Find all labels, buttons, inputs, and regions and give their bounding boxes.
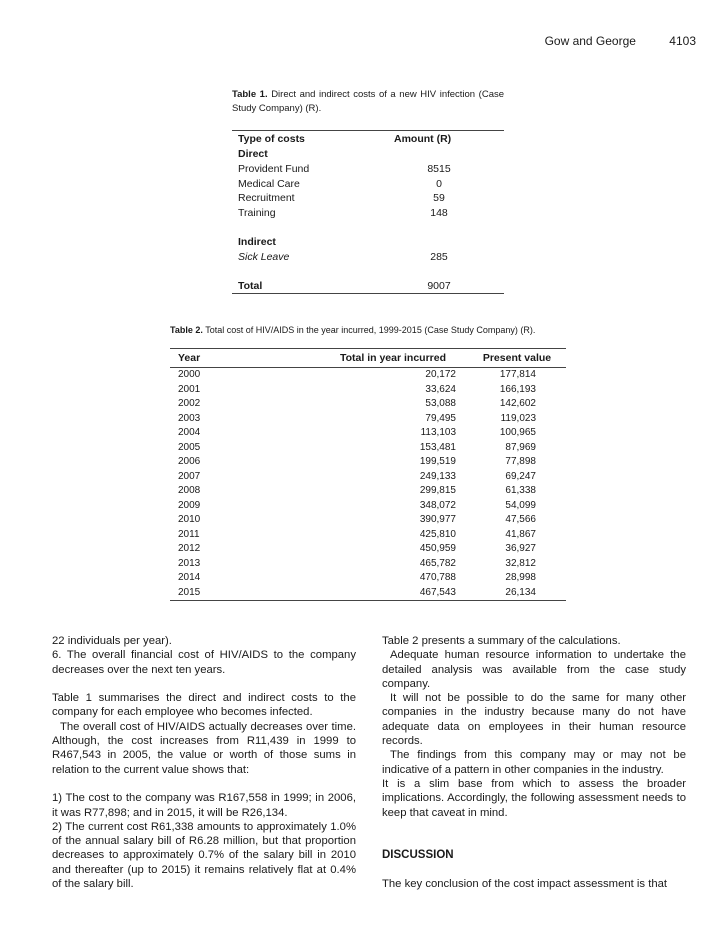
table-row [232, 162, 504, 177]
total-cell: 450,959 [419, 543, 456, 554]
total-cell: 390,977 [419, 514, 456, 525]
total-amount: 9007 [374, 279, 504, 294]
present-value-cell: 61,338 [505, 485, 536, 496]
table-2-caption-text: Total cost of HIV/AIDS in the year incurred, 1999-2015 (Case Study Company) (R). [205, 325, 536, 335]
present-value-cell: 47,566 [505, 514, 536, 525]
paragraph: 1) The cost to the company was R167,558 in 1999; in 2006, it was R77,898; and in 2015, it will be R26,134. [52, 792, 356, 819]
column-header-type: Type of costs [232, 131, 374, 148]
table-header-row [170, 349, 566, 368]
paragraph: 2) The current cost R61,338 amounts to approximately 1.0% of the annual salary bill of R6.28 million, but that proportion decreases to approximately 0.7% of the salary bill in 2010 and thereafter (up to 2015) it remains relatively flat at 0.4% of the salary bill. [52, 820, 356, 891]
table-row [232, 177, 504, 192]
present-value-cell: 26,134 [468, 586, 566, 601]
paragraph: The overall cost of HIV/AIDS actually decreases over time. Although, the cost increases from R11,439 in 1999 to R467,543 in 2005, the value or worth of those sums in relation to the current value shows that: [52, 720, 356, 776]
table-row [170, 484, 566, 499]
present-value-cell: 77,898 [505, 456, 536, 467]
running-header-authors: Gow and George [544, 34, 636, 48]
present-value-cell: 166,193 [499, 383, 536, 395]
present-value-cell: 100,965 [499, 427, 536, 438]
year-cell: 2013 [178, 557, 201, 569]
present-value-cell: 28,998 [505, 572, 536, 583]
cost-label: Medical Care [238, 177, 300, 190]
table-row [170, 528, 566, 543]
total-cell: 113,103 [420, 427, 456, 438]
table-2-caption-label: Table 2. [170, 325, 203, 335]
cost-label: Training [238, 207, 276, 220]
table-row [170, 412, 566, 427]
cost-label: Provident Fund [238, 162, 310, 175]
table-row [170, 426, 566, 441]
column-header-amount: Amount (R) [374, 131, 504, 148]
cost-amount: 148 [430, 207, 448, 220]
year-cell: 2012 [178, 543, 201, 554]
paragraph: Adequate human resource information to undertake the detailed analysis was available from the case study company. [382, 649, 686, 690]
table-row [170, 586, 566, 601]
table-row [170, 470, 566, 485]
paragraph: It is a slim base from which to assess the broader implications. Accordingly, the following assessment needs to keep that caveat in mind. [382, 777, 686, 819]
year-cell: 2004 [178, 427, 201, 438]
year-cell: 2010 [178, 514, 201, 525]
right-column [382, 634, 686, 891]
group-label-indirect: Indirect [238, 235, 276, 248]
table-row [232, 191, 504, 206]
table-row [232, 250, 504, 265]
year-cell: 2008 [178, 485, 201, 496]
column-header-year: Year [170, 349, 298, 368]
cost-amount: 8515 [427, 162, 451, 175]
year-cell: 2011 [178, 528, 200, 540]
table-2 [170, 348, 566, 601]
total-cell: 249,133 [419, 470, 456, 482]
table-row [170, 383, 566, 398]
year-cell: 2014 [178, 572, 201, 583]
table-1-caption-text: Direct and indirect costs of a new HIV infection (Case Study Company) (R). [232, 89, 505, 114]
paragraph: 6. The overall financial cost of HIV/AIDS to the company decreases over the next ten years. [52, 649, 356, 676]
column-header-total: Total in year incurred [298, 349, 468, 368]
cost-label: Recruitment [238, 192, 295, 205]
column-header-present: Present value [468, 349, 566, 368]
table-row [170, 542, 566, 557]
present-value-cell: 54,099 [505, 499, 536, 511]
table-row [170, 571, 566, 586]
year-cell: 2007 [178, 470, 201, 482]
left-column [52, 634, 356, 891]
table-1 [232, 88, 504, 294]
table-row [170, 397, 566, 412]
table-row [170, 499, 566, 514]
total-cell: 348,072 [419, 499, 456, 511]
total-cell: 470,788 [419, 572, 456, 583]
cost-label: Sick Leave [238, 250, 290, 263]
total-cell: 33,624 [425, 383, 456, 395]
cost-amount: 59 [433, 192, 445, 205]
group-row-direct [232, 147, 504, 162]
total-cell: 79,495 [425, 412, 456, 424]
total-cell: 20,172 [425, 369, 456, 380]
table-header-row [232, 131, 504, 148]
paragraph: It will not be possible to do the same for many other companies in the industry because many do not have adequate data on employees in their human resource records. [382, 692, 686, 748]
paragraph: Table 1 summarises the direct and indirect costs to the company for each employee who becomes infected. [52, 692, 356, 719]
cost-amount: 0 [436, 177, 442, 190]
table-row [170, 513, 566, 528]
present-value-cell: 87,969 [505, 441, 536, 453]
page-number: 4103 [669, 34, 696, 48]
year-cell: 2003 [178, 412, 201, 424]
total-cell: 425,810 [419, 528, 456, 540]
present-value-cell: 119,023 [500, 412, 536, 424]
table-1-grid [232, 130, 504, 294]
total-cell: 465,782 [419, 557, 456, 569]
group-label-direct: Direct [238, 148, 268, 160]
present-value-cell: 32,812 [505, 557, 536, 569]
table-2-caption [170, 325, 535, 335]
group-row-indirect [232, 235, 504, 250]
running-header [545, 34, 696, 48]
present-value-cell: 177,814 [499, 369, 536, 380]
table-row [170, 557, 566, 572]
present-value-cell: 142,602 [499, 398, 536, 409]
year-cell: 2001 [178, 383, 201, 395]
present-value-cell: 36,927 [505, 543, 536, 554]
year-cell: 2006 [178, 456, 201, 467]
cost-amount: 285 [430, 250, 448, 263]
table-row [170, 368, 566, 383]
total-row [232, 279, 504, 294]
paragraph: The key conclusion of the cost impact assessment is that [382, 878, 668, 891]
year-cell: 2000 [178, 369, 201, 380]
paragraph: The findings from this company may or may not be indicative of a pattern in other companies in the industry. [382, 749, 686, 776]
paragraph: Table 2 presents a summary of the calculations. [382, 635, 621, 647]
year-cell: 2002 [178, 398, 201, 409]
present-value-cell: 41,867 [505, 528, 536, 540]
section-heading: DISCUSSION [382, 849, 454, 862]
table-row [170, 441, 566, 456]
total-label: Total [232, 279, 374, 294]
total-cell: 199,519 [419, 456, 456, 467]
total-cell: 153,481 [419, 441, 456, 453]
table-1-caption-label: Table 1. [232, 89, 268, 100]
total-cell: 467,543 [298, 586, 468, 601]
year-cell: 2009 [178, 499, 201, 511]
table-1-caption [232, 88, 504, 116]
paragraph: 22 individuals per year). [52, 635, 172, 647]
table-row [232, 206, 504, 221]
year-cell: 2015 [170, 586, 298, 601]
present-value-cell: 69,247 [505, 470, 536, 482]
year-cell: 2005 [178, 441, 201, 453]
total-cell: 53,088 [425, 398, 456, 409]
table-row [170, 455, 566, 470]
total-cell: 299,815 [419, 485, 456, 496]
